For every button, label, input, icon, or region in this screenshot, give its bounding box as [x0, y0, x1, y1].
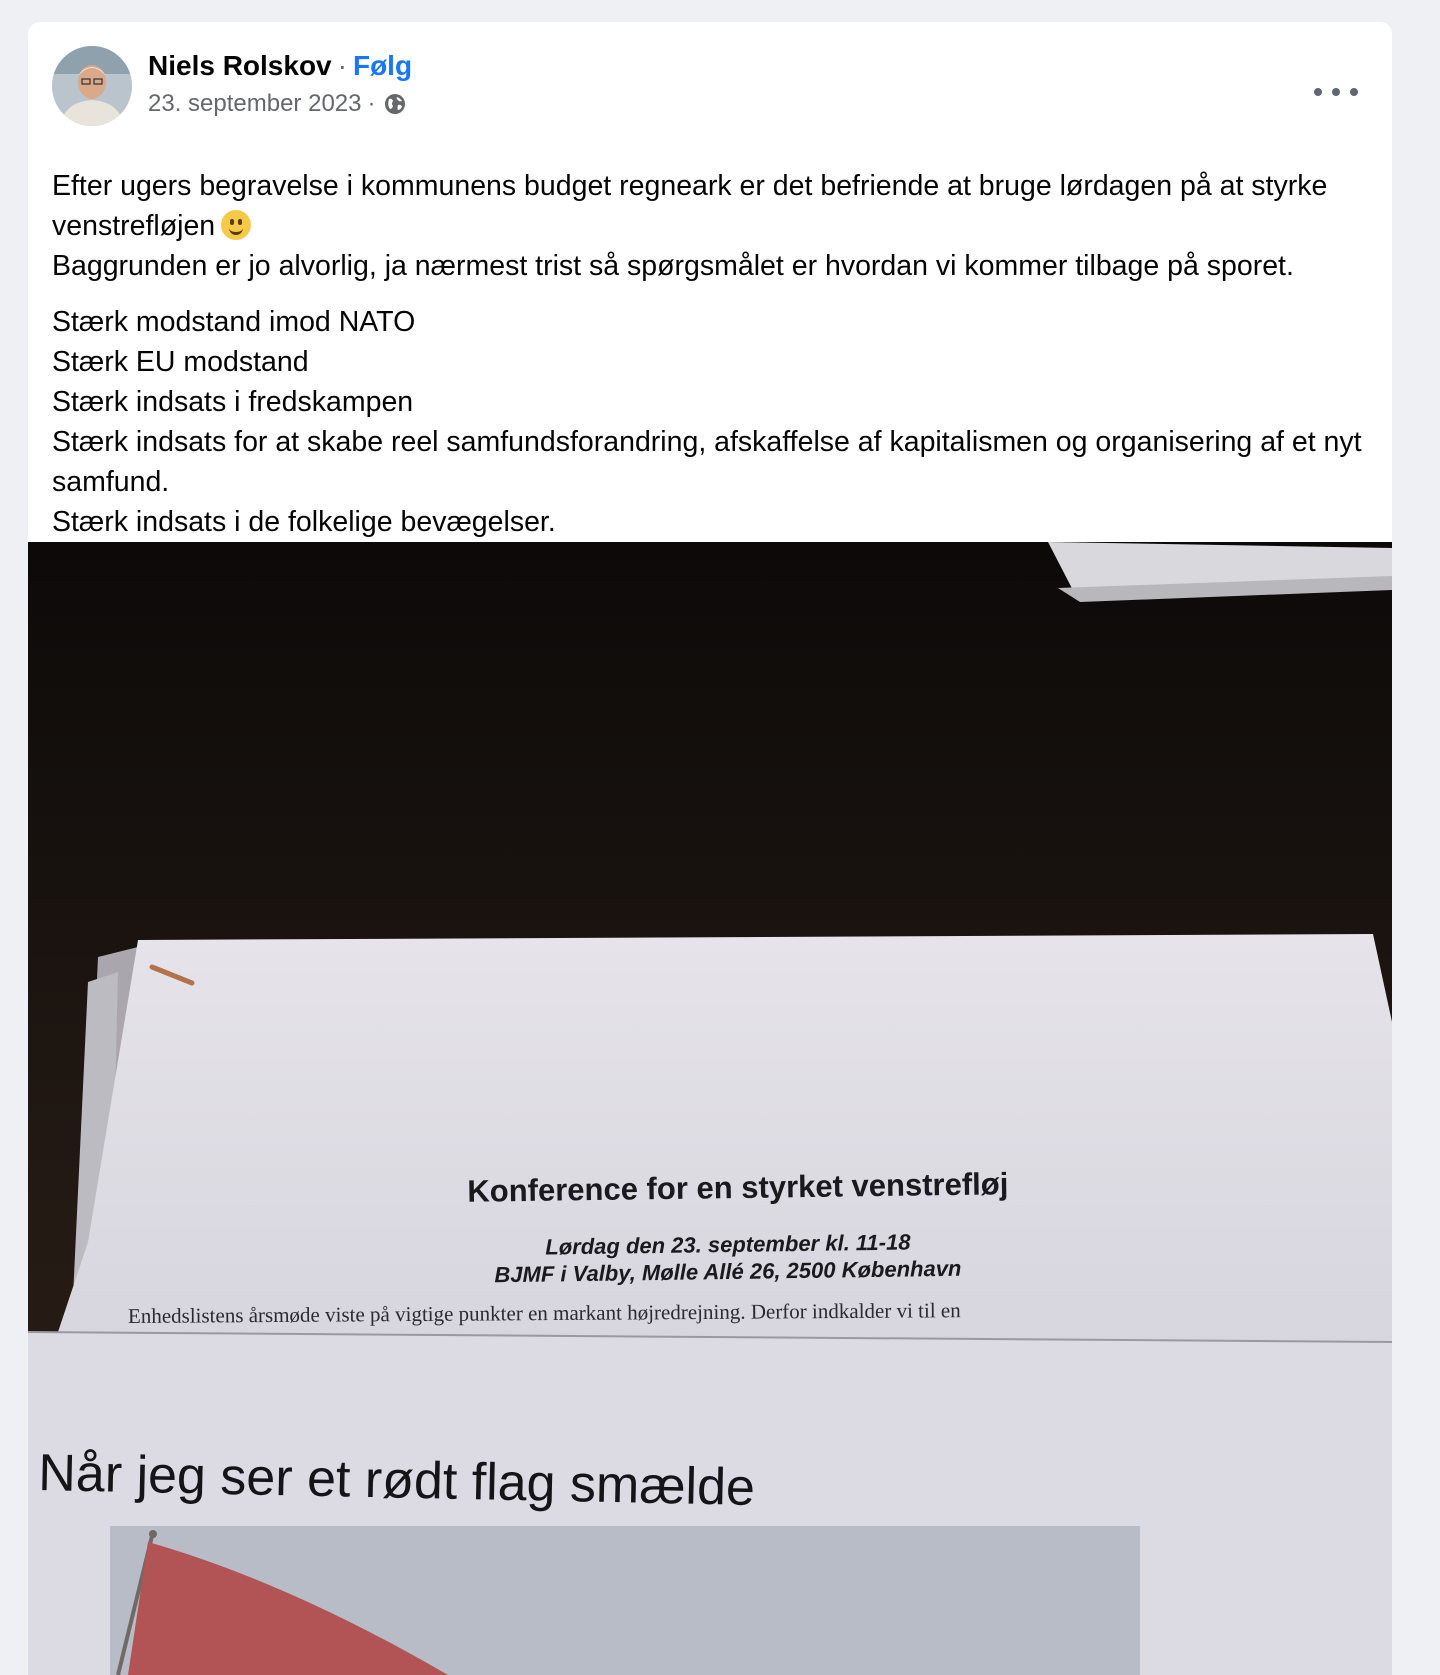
- smiling-face-emoji-icon: [221, 210, 251, 240]
- post-text: [28, 130, 1392, 542]
- post-list-item: Stærk indsats for at skabe reel samfundsforandring, afskaffelse af kapitalismen og organisering af et nyt samfund.: [52, 426, 1362, 498]
- post-list-item: Stærk modstand imod NATO: [52, 306, 416, 338]
- poster-title: Når jeg ser et rødt flag smælde: [37, 1444, 756, 1518]
- author-avatar[interactable]: [52, 46, 132, 126]
- post-meta: [148, 88, 407, 120]
- globe-icon[interactable]: [383, 92, 407, 116]
- flyer-body: Enhedslistens årsmøde viste på vigtige punkter en markant højredrejning. Derfor indkalder vi til en: [127, 1298, 961, 1328]
- author-name[interactable]: Niels Rolskov: [148, 50, 332, 81]
- flyer-title: Konference for en styrket venstrefløj: [467, 1166, 1009, 1209]
- post-photo[interactable]: [28, 542, 1392, 1675]
- flyer-date: Lørdag den 23. september kl. 11-18: [545, 1229, 911, 1260]
- more-options-icon[interactable]: [1314, 80, 1358, 104]
- author-line: [148, 46, 412, 86]
- follow-button[interactable]: Følg: [352, 50, 413, 81]
- post-paragraph-1: [52, 166, 1368, 286]
- post-text-line-2: Baggrunden er jo alvorlig, ja nærmest trist så spørgsmålet er hvordan vi kommer tilbage på sporet.: [52, 250, 1294, 282]
- post-list-item: Stærk indsats i fredskampen: [52, 386, 414, 418]
- post-text-line-1: Efter ugers begravelse i kommunens budget regneark er det befriende at bruge lørdagen på at styrke venstrefløjen: [52, 170, 1328, 242]
- post-date[interactable]: 23. september 2023: [148, 90, 362, 117]
- separator-dot: ·: [367, 90, 376, 117]
- separator-dot: ·: [337, 50, 347, 81]
- post-header: [28, 22, 1392, 130]
- flyer-place: BJMF i Valby, Mølle Allé 26, 2500 København: [494, 1255, 962, 1288]
- post-card: [28, 22, 1392, 1675]
- post-list-item: Stærk indsats i de folkelige bevægelser.: [52, 506, 556, 538]
- post-list-item: Stærk EU modstand: [52, 346, 309, 378]
